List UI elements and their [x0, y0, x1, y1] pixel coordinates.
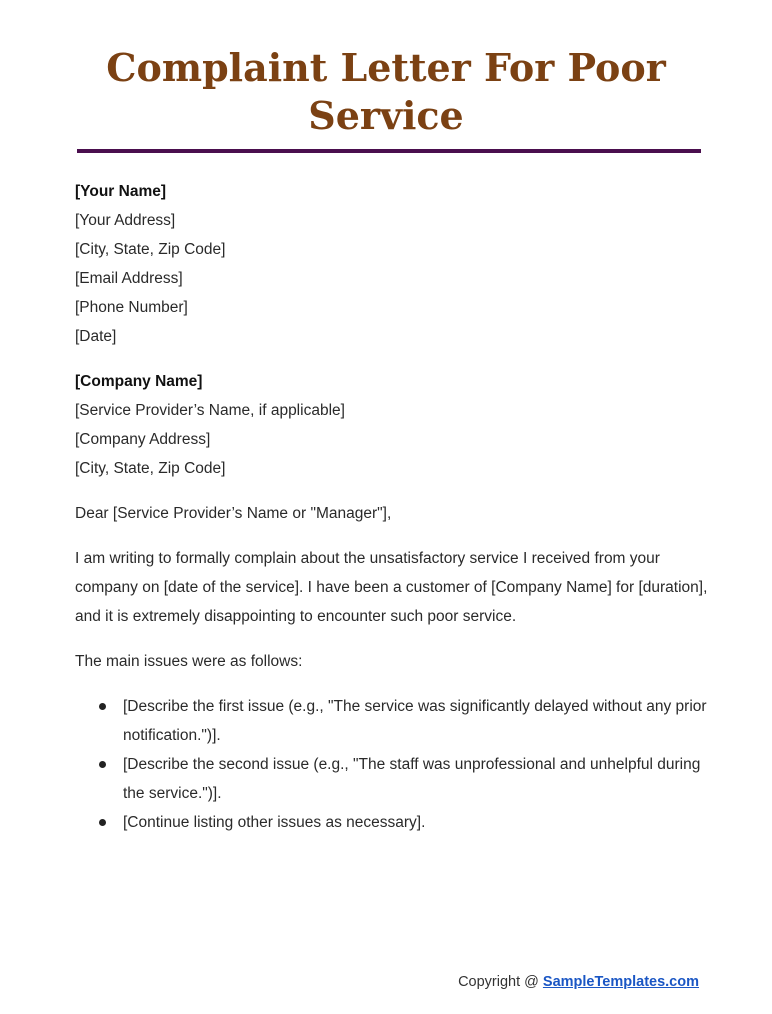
recipient-provider: [Service Provider’s Name, if applicable]	[75, 402, 345, 419]
issue-text: [Describe the second issue (e.g., "The staff was unprofessional and unhelpful during the service.")].	[123, 756, 701, 802]
recipient-company: [Company Name]	[75, 373, 203, 390]
sender-name: [Your Name]	[75, 183, 167, 200]
bullet-icon	[99, 703, 106, 710]
sample-templates-link[interactable]: SampleTemplates.com	[542, 974, 699, 990]
title-divider	[77, 149, 701, 153]
sender-address: [Your Address]	[75, 212, 176, 229]
copyright-text: Copyright @	[458, 974, 543, 990]
list-item	[123, 750, 715, 808]
page-title: Complaint Letter For Poor Service	[106, 45, 666, 138]
recipient-address: [Company Address]	[75, 431, 211, 448]
bullet-icon	[99, 819, 106, 826]
sender-phone: [Phone Number]	[75, 299, 188, 316]
issues-list	[75, 692, 715, 837]
recipient-city: [City, State, Zip Code]	[75, 460, 226, 477]
list-item	[123, 808, 715, 837]
salutation: Dear [Service Provider’s Name or "Manager"],	[75, 505, 392, 522]
issue-text: [Describe the first issue (e.g., "The service was significantly delayed without any prior notification.")].	[123, 698, 707, 744]
recipient-block	[75, 367, 715, 483]
letter-body	[75, 177, 715, 837]
sender-city: [City, State, Zip Code]	[75, 241, 226, 258]
list-item	[123, 692, 715, 750]
sender-email: [Email Address]	[75, 270, 183, 287]
sender-date: [Date]	[75, 328, 117, 345]
issues-intro: The main issues were as follows:	[75, 653, 303, 670]
bullet-icon	[99, 761, 106, 768]
intro-paragraph: I am writing to formally complain about the unsatisfactory service I received from your company on [date of the service]. I have been a customer of [Company Name] for [duration], and it is extremely disappointing to encounter such poor service.	[75, 550, 708, 625]
issue-text: [Continue listing other issues as necessary].	[123, 814, 426, 831]
sender-block	[75, 177, 715, 351]
footer-copyright	[458, 974, 699, 990]
